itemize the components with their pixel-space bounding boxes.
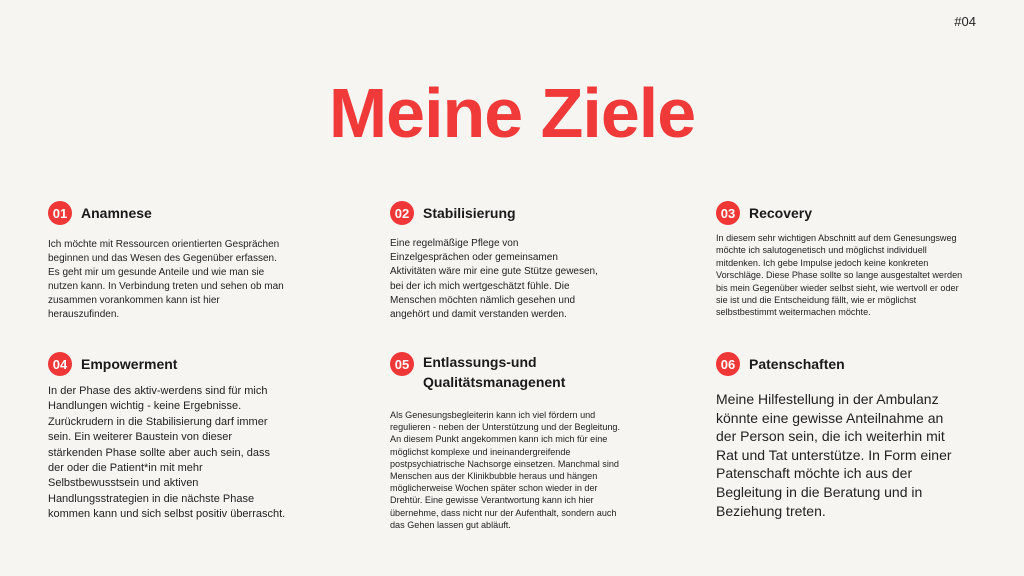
section-text: Meine Hilfestellung in der Ambulanz könnte eine gewisse Anteilnahme an der Person sein, die ich weiterhin mit Rat und Tat unterstütze. In Form einer Patenschaft möchte ich aus der Begleitung in die Beratung und in Beziehung treten. — [716, 391, 952, 519]
section-number-badge: 02 — [390, 201, 414, 225]
section-header — [716, 201, 966, 225]
section-number-badge: 04 — [48, 352, 72, 376]
section-entlassungsmanagement — [390, 352, 630, 531]
section-header — [716, 352, 966, 376]
section-title: Empowerment — [81, 355, 178, 372]
section-number-badge: 03 — [716, 201, 740, 225]
section-empowerment — [48, 352, 288, 523]
section-number-badge: 06 — [716, 352, 740, 376]
section-title: Recovery — [749, 204, 813, 221]
section-recovery — [716, 201, 966, 319]
section-header — [390, 201, 600, 225]
section-text: Ich möchte mit Ressourcen orientierten Gesprächen beginnen und das Wesen des Gegenüber erfassen. Es geht mir um gesunde Anteile und wie man sie nutzen kann. In Verbindung treten und sehen ob man zusammen vorankommen kann ist hier herauszufinden. — [48, 239, 284, 320]
section-text: Als Genesungsbegleiterin kann ich viel fördern und regulieren - neben der Unterstützung und der Begleitung. An diesem Punkt angekommen kann ich mich für eine möglichst komplexe und ineinandergreifende postpsychiatrische Nachsorge einsetzen. Manchmal sind Menschen aus der Klinikbubble heraus und hängen möglicherweise Wochen später schon wieder in der Drehtür. Eine gewisse Verantwortung kann ich hier übernehme, dass nicht nur der Aufenthalt, sondern auch das Gehen lassen gut abläuft. — [390, 410, 621, 530]
section-header — [48, 352, 288, 376]
section-number-badge: 05 — [390, 352, 414, 376]
section-anamnese — [48, 201, 288, 322]
section-title: Entlassungs-und Qualitätsmanagenent — [423, 354, 566, 390]
section-title: Patenschaften — [749, 355, 845, 372]
section-title: Stabilisierung — [423, 204, 516, 221]
section-header — [48, 201, 288, 225]
section-stabilisierung — [390, 201, 600, 322]
section-number-badge: 01 — [48, 201, 72, 225]
section-patenschaften — [716, 352, 966, 520]
page-number: #04 — [954, 14, 976, 29]
section-text: In der Phase des aktiv-werdens sind für mich Handlungen wichtig - keine Ergebnisse. Zurückrudern in die Stabilisierung darf immer sein. Ein weiterer Baustein von dieser stärkenden Phase sollte aber auch sein, dass der oder die Patient*in mit mehr Selbstbewusstsein und aktiven Handlungsstrategien in die nächste Phase kommen kann und sich selbst positiv überrascht. — [48, 385, 286, 521]
section-header — [390, 352, 630, 392]
page-title: Meine Ziele — [328, 74, 696, 152]
section-text: Eine regelmäßige Pflege von Einzelgesprächen oder gemeinsamen Aktivitäten wäre mir eine gute Stütze gewesen, bei der ich mich wertgeschätzt fühle. Die Menschen möchten nämlich gesehen und angehört und damit verstanden werden. — [390, 238, 598, 321]
section-text: In diesem sehr wichtigen Abschnitt auf dem Genesungsweg möchte ich salutogenetisch und möglichst individuell mitdenken. Ich gebe Impulse jedoch keine konkreten Vorschläge. Diese Phase sollte so lange ausgestaltet werden bis mein Gegenüber wieder selbst sieht, wie wertvoll er oder sie ist und die Entscheidung fällt, wie er möglichst selbstbestimmt weitermachen möchte. — [716, 233, 963, 318]
section-title: Anamnese — [81, 204, 152, 221]
